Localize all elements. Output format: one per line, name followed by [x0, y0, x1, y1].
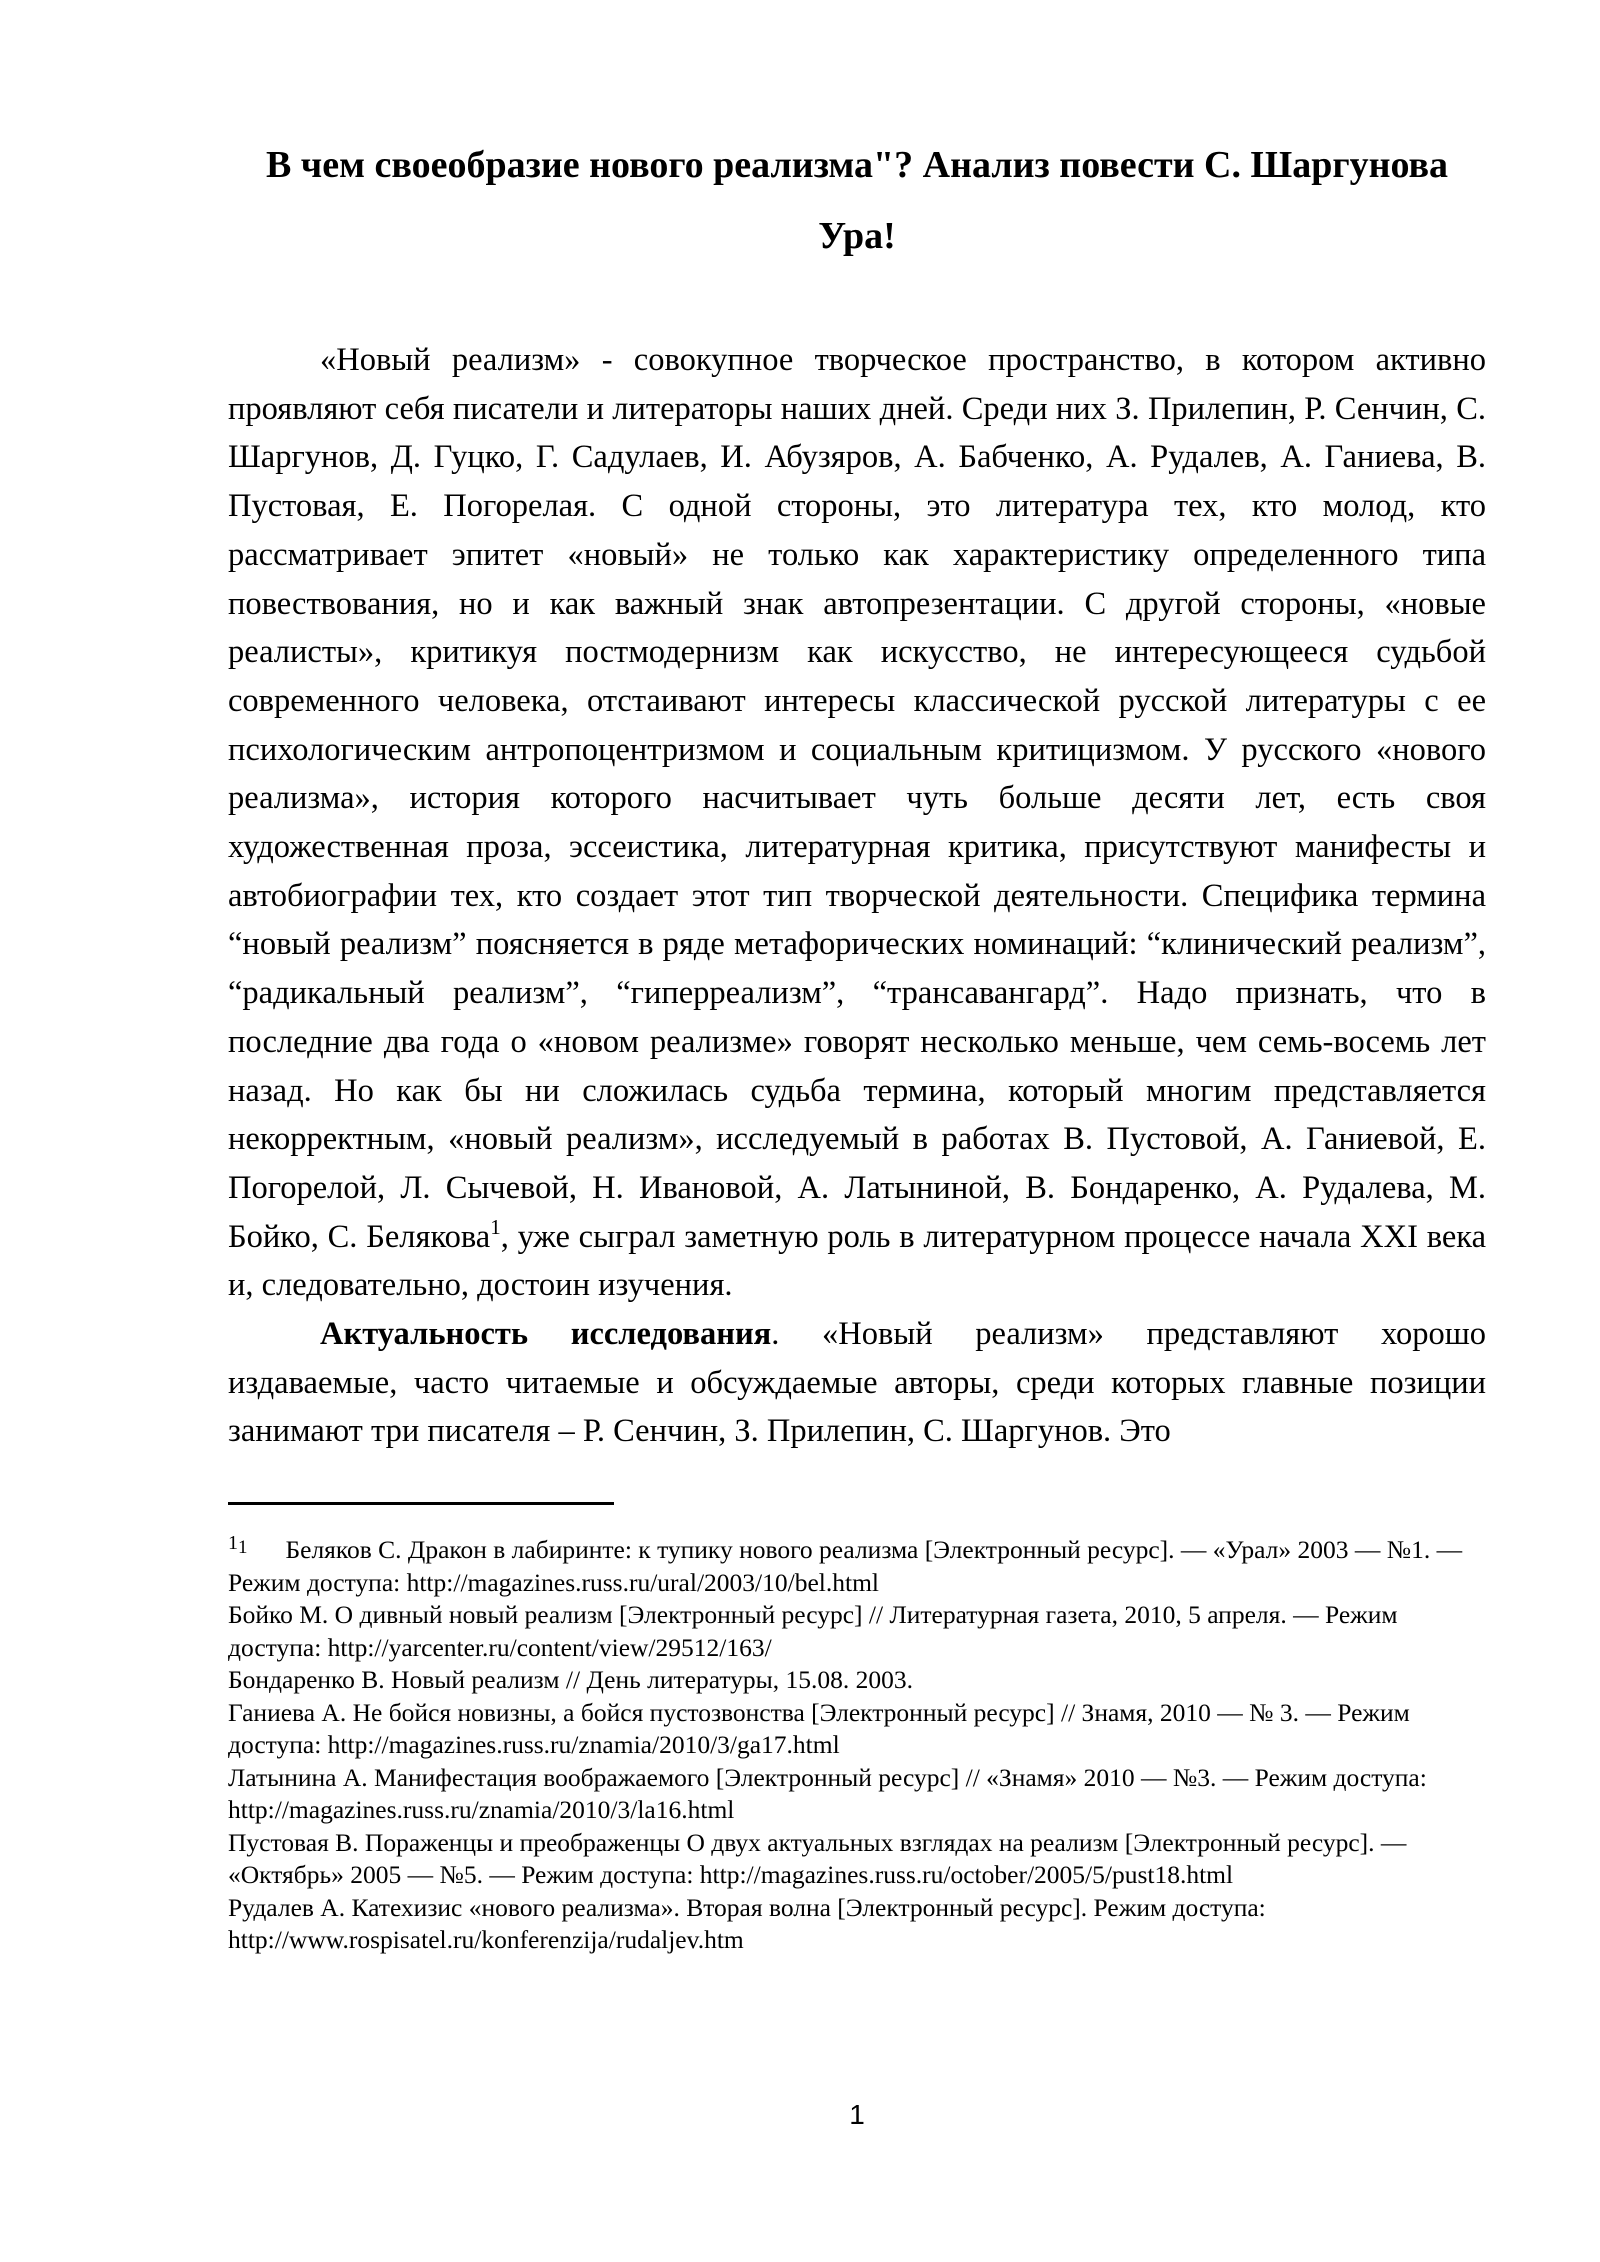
- footnote-reference-1: 1: [490, 1214, 501, 1239]
- footnote-entry-text: Беляков С. Дракон в лабиринте: к тупику нового реализма [Электронный ресурс]. — «Урал» 2003 — №1. — Режим доступа: http://magazines.russ.ru/ural/2003/10/bel.html: [228, 1535, 1463, 1597]
- paragraph-relevance: [228, 1310, 1486, 1456]
- title-line-2: Ура!: [818, 215, 896, 257]
- footnote-entry: [228, 1762, 1486, 1827]
- footnote-entry: [228, 1892, 1486, 1957]
- text-column: [228, 0, 1486, 1957]
- title-line-1: В чем своеобразие нового реализма"? Анализ повести С. Шаргунова: [265, 144, 1449, 186]
- paragraph-intro: [228, 336, 1486, 1310]
- footnote-marker-sub: 1: [238, 1537, 248, 1559]
- paragraph-intro-text-continued: , уже сыграл заметную роль в литературном процессе начала XXI века и, следовательно, достоин изучения.: [228, 1218, 1486, 1304]
- document-title: [228, 0, 1486, 272]
- footnotes-block: [228, 1527, 1486, 1957]
- footnote-entry-text: Рудалев А. Катехизис «нового реализма». Вторая волна [Электронный ресурс]. Режим доступа: http://www.rospisatel.ru/konferenzija/rudaljev.htm: [228, 1892, 1266, 1955]
- document-body: [228, 336, 1486, 1456]
- paragraph-relevance-text: . «Новый реализм» представляют хорошо издаваемые, часто читаемые и обсуждаемые авторы, среди которых главные позиции занимают три писателя – Р. Сенчин, З. Прилепин, С. Шаргунов. Это: [228, 1316, 1486, 1450]
- footnote-entry-text: Ганиева А. Не бойся новизны, а бойся пустозвонства [Электронный ресурс] // Знамя, 2010 — № 3. — Режим доступа: http://magazines.russ.ru/znamia/2010/3/ga17.html: [228, 1697, 1410, 1760]
- footnote-marker-sup: 1: [228, 1532, 238, 1555]
- paragraph-relevance-heading: Актуальность исследования: [320, 1316, 772, 1353]
- footnote-entry: [228, 1827, 1486, 1892]
- page-number: 1: [849, 2099, 865, 2130]
- footnote-entry-text: Бондаренко В. Новый реализм // День литературы, 15.08. 2003.: [228, 1665, 914, 1695]
- footnote-entry: [228, 1527, 1486, 1599]
- footnote-entry-text: Пустовая В. Пораженцы и преображенцы О двух актуальных взглядах на реализм [Электронный ресурс]. — «Октябрь» 2005 — №5. — Режим доступа: http://magazines.russ.ru/october/2005/5/pust18.html: [228, 1827, 1407, 1890]
- footnote-entry: [228, 1599, 1486, 1664]
- footnote-entry-text: Латынина А. Манифестация воображаемого [Электронный ресурс] // «Знамя» 2010 — №3. — Режим доступа: http://magazines.russ.ru/znamia/2010/3/la16.html: [228, 1762, 1427, 1825]
- footnote-separator-line: [228, 1502, 614, 1505]
- footnote-entry-text: Бойко М. О дивный новый реализм [Электронный ресурс] // Литературная газета, 2010, 5 апреля. — Режим доступа: http://yarcenter.ru/content/view/29512/163/: [228, 1600, 1398, 1662]
- footnote-entry: [228, 1697, 1486, 1762]
- paragraph-intro-text: «Новый реализм» - совокупное творческое пространство, в котором активно проявляют себя писатели и литераторы наших дней. Среди них З. Прилепин, Р. Сенчин, С. Шаргунов, Д. Гуцко, Г. Садулаев, И. Абузяров, А. Бабченко, А. Рудалев, А. Ганиева, В. Пустовая, Е. Погорелая. С одной стороны, это литература тех, кто молод, кто рассматривает эпитет «новый» не только как характеристику определенного типа повествования, но и как важный знак автопрезентации. С другой стороны, «новые реалисты», критикуя постмодернизм как искусство, не интересующееся судьбой современного человека, отстаивают интересы классической русской литературы с ее психологическим антропоцентризмом и социальным критицизмом. У русского «нового реализма», история которого насчитывает чуть больше десяти лет, есть своя художественная проза, эссеистика, литературная критика, присутствуют манифесты и автобиографии тех, кто создает этот тип творческой деятельности. Специфика термина “новый реализм” поясняется в ряде метафорических номинаций: “клинический реализм”, “радикальный реализм”, “гиперреализм”, “трансавангард”. Надо признать, что в последние два года о «новом реализме» говорят несколько меньше, чем семь-восемь лет назад. Но как бы ни сложилась судьба термина, который многим представляется некорректным, «новый реализм», исследуемый в работах В. Пустовой, А. Ганиевой, Е. Погорелой, Л. Сычевой, Н. Ивановой, А. Латыниной, В. Бондаренко, А. Рудалева, М. Бойко, С. Белякова: [228, 342, 1486, 1255]
- footnote-entry: [228, 1664, 1486, 1697]
